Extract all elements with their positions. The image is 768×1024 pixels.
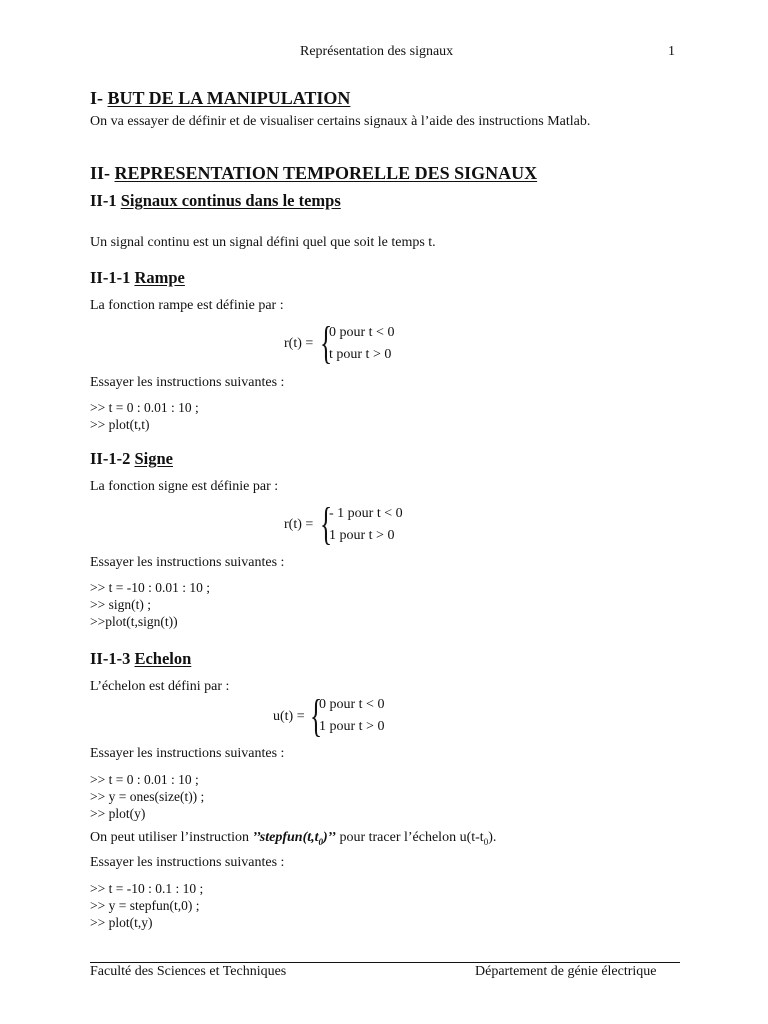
- echelon-try: Essayer les instructions suivantes :: [90, 746, 285, 761]
- section-1-number: I-: [90, 88, 103, 108]
- rampe-code-line: >> plot(t,t): [90, 417, 150, 432]
- echelon-code2-line: >> t = -10 : 0.1 : 10 ;: [90, 881, 204, 896]
- echelon-code2-line: >> plot(t,y): [90, 915, 153, 930]
- section-2-1-heading: [90, 191, 341, 211]
- signe-heading: [90, 449, 173, 469]
- echelon-brace: {: [310, 690, 323, 741]
- rampe-code-line: >> t = 0 : 0.01 : 10 ;: [90, 400, 199, 415]
- echelon-heading: [90, 649, 191, 669]
- rampe-number: II-1-1: [90, 268, 131, 287]
- rampe-title: Rampe: [134, 268, 185, 287]
- echelon-note-text: On peut utiliser l’instruction: [90, 830, 253, 845]
- echelon-intro: L’échelon est défini par :: [90, 679, 230, 694]
- echelon-note: On peut utiliser l’instruction $’’stepfun(t,t_0)$’’ pour tracer l’échelon $u(t-t_0)$.: [90, 830, 497, 847]
- section-1-heading: [90, 88, 350, 109]
- echelon-code2-line: >> y = stepfun(t,0) ;: [90, 898, 200, 913]
- section-1-text: On va essayer de définir et de visualiser certains signaux à l’aide des instructions Matlab.: [90, 114, 591, 129]
- rampe-case-1: 0 pour t < 0: [329, 325, 395, 340]
- rampe-try: Essayer les instructions suivantes :: [90, 375, 285, 390]
- signe-case-1: - 1 pour t < 0: [329, 506, 403, 521]
- section-2-1-text: Un signal continu est un signal défini quel que soit le temps t.: [90, 235, 436, 250]
- page-number: 1: [668, 44, 675, 59]
- echelon-code-line: >> y = ones(size(t)) ;: [90, 789, 205, 804]
- section-2-1-title: Signaux continus dans le temps: [120, 191, 341, 210]
- signe-equation-lhs: r(t) =: [284, 517, 314, 532]
- rampe-intro: La fonction rampe est définie par :: [90, 298, 284, 313]
- echelon-equation-lhs: u(t) =: [273, 709, 305, 724]
- echelon-case-2: 1 pour t > 0: [319, 719, 385, 734]
- section-2-number: II-: [90, 163, 111, 183]
- footer-right: Département de génie électrique: [475, 964, 657, 979]
- signe-code-line: >>plot(t,sign(t)): [90, 614, 178, 629]
- signe-number: II-1-2: [90, 449, 131, 468]
- signe-code-line: >> t = -10 : 0.01 : 10 ;: [90, 580, 210, 595]
- signe-intro: La fonction signe est définie par :: [90, 479, 279, 494]
- signe-case-2: 1 pour t > 0: [329, 528, 395, 543]
- section-2-1-number: II-1: [90, 191, 117, 210]
- rampe-case-2: t pour t > 0: [329, 347, 392, 362]
- footer-divider: [90, 962, 680, 963]
- echelon-try-2: Essayer les instructions suivantes :: [90, 855, 285, 870]
- section-1-title: BUT DE LA MANIPULATION: [107, 88, 351, 108]
- echelon-case-1: 0 pour t < 0: [319, 697, 385, 712]
- header-title: Représentation des signaux: [300, 44, 454, 59]
- footer-left: Faculté des Sciences et Techniques: [90, 964, 287, 979]
- echelon-code-line: >> plot(y): [90, 806, 146, 821]
- rampe-brace: {: [320, 317, 333, 368]
- echelon-code-line: >> t = 0 : 0.01 : 10 ;: [90, 772, 199, 787]
- echelon-number: II-1-3: [90, 649, 131, 668]
- section-2-title: REPRESENTATION TEMPORELLE DES SIGNAUX: [114, 163, 538, 183]
- signe-code-line: >> sign(t) ;: [90, 597, 151, 612]
- signe-title: Signe: [134, 449, 173, 468]
- signe-try: Essayer les instructions suivantes :: [90, 555, 285, 570]
- rampe-equation-lhs: r(t) =: [284, 336, 314, 351]
- section-2-heading: [90, 163, 537, 184]
- stepfun-command: $’’stepfun(t,t_0)$’’: [252, 830, 336, 847]
- echelon-title: Echelon: [134, 649, 192, 668]
- rampe-heading: [90, 268, 185, 288]
- signe-brace: {: [320, 498, 333, 549]
